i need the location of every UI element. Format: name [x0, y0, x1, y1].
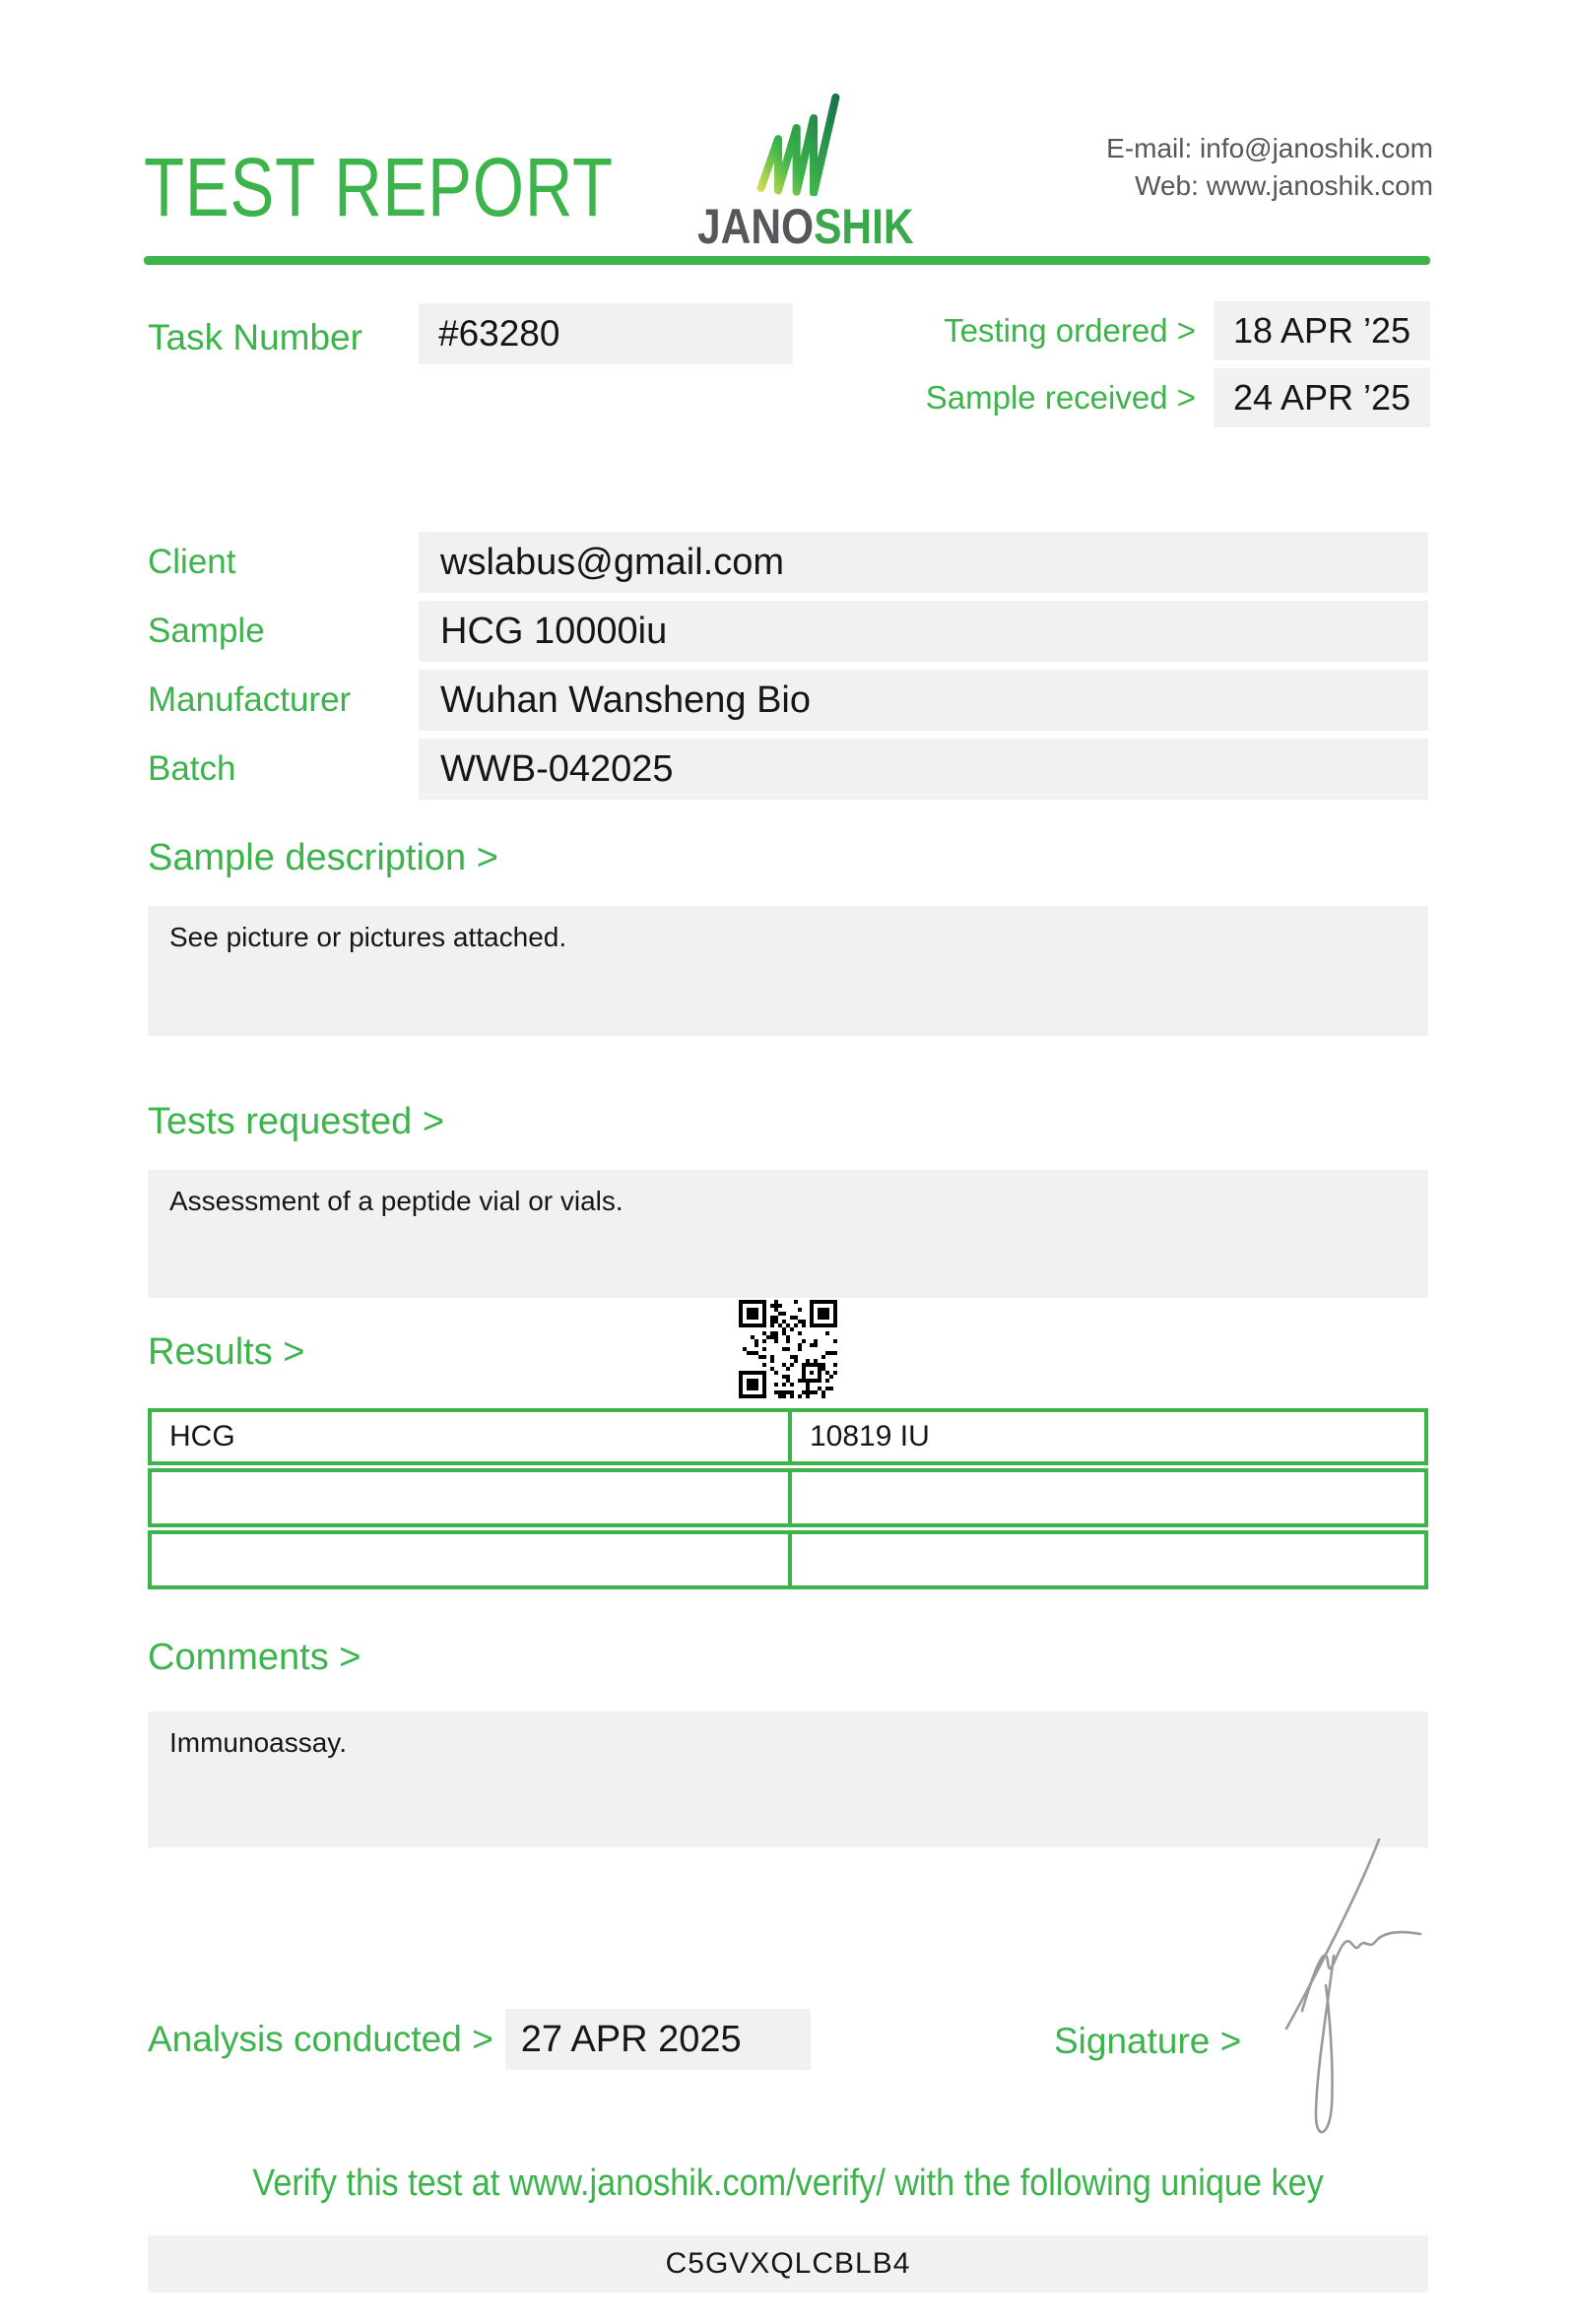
tests-requested-box: Assessment of a peptide vial or vials.	[148, 1170, 1428, 1298]
client-label: Client	[148, 543, 236, 581]
results-heading: Results >	[148, 1331, 305, 1373]
tests-requested-heading: Tests requested >	[148, 1101, 445, 1142]
comments-heading: Comments >	[148, 1637, 361, 1678]
header-divider	[144, 256, 1430, 265]
janoshik-logo	[680, 83, 916, 255]
unique-key-box: C5GVXQLCBLB4	[148, 2235, 1428, 2292]
task-number-value: #63280	[419, 303, 793, 364]
results-table	[148, 1408, 1428, 1592]
batch-label: Batch	[148, 749, 236, 788]
sample-received-label: Sample received >	[925, 379, 1196, 416]
analysis-conducted-row	[148, 2009, 811, 2070]
table-row	[148, 1530, 1428, 1589]
sample-received-date: 24 APR ’25	[1214, 368, 1430, 427]
logo-text-gray: JANO	[697, 199, 815, 254]
sample-value: HCG 10000iu	[419, 601, 1428, 662]
result-value	[788, 1534, 1424, 1585]
logo-text-green: SHIK	[814, 199, 914, 254]
task-number-label: Task Number	[148, 317, 362, 357]
signature-label: Signature >	[1054, 2021, 1242, 2061]
testing-ordered-row	[847, 301, 1430, 360]
table-row	[148, 1468, 1428, 1527]
result-value: 10819 IU	[788, 1412, 1424, 1461]
sample-row	[148, 601, 1428, 662]
result-name	[152, 1472, 788, 1523]
page-title: TEST REPORT	[144, 141, 614, 233]
sample-received-row	[847, 368, 1430, 427]
sample-description-box: See picture or pictures attached.	[148, 906, 1428, 1036]
table-row	[148, 1408, 1428, 1465]
contact-block	[1106, 130, 1433, 205]
comments-box: Immunoassay.	[148, 1711, 1428, 1847]
manufacturer-label: Manufacturer	[148, 680, 352, 719]
qr-code	[739, 1300, 837, 1398]
contact-email: E-mail: info@janoshik.com	[1106, 133, 1433, 163]
analysis-conducted-label: Analysis conducted >	[148, 2019, 493, 2059]
client-value: wslabus@gmail.com	[419, 532, 1428, 593]
batch-value: WWB-042025	[419, 739, 1428, 800]
logo-wordmark	[697, 198, 914, 255]
verify-instruction-text: Verify this test at www.janoshik.com/verify/ with the following unique key	[252, 2163, 1324, 2204]
testing-ordered-label: Testing ordered >	[944, 312, 1196, 349]
verify-instruction	[148, 2163, 1428, 2205]
manufacturer-value: Wuhan Wansheng Bio	[419, 670, 1428, 731]
contact-web: Web: www.janoshik.com	[1135, 170, 1433, 201]
batch-row	[148, 739, 1428, 800]
manufacturer-row	[148, 670, 1428, 731]
result-value	[788, 1472, 1424, 1523]
client-row	[148, 532, 1428, 593]
growth-chart-arrow-icon	[752, 83, 845, 196]
result-name	[152, 1534, 788, 1585]
analysis-conducted-date: 27 APR 2025	[505, 2009, 811, 2070]
sample-description-heading: Sample description >	[148, 837, 498, 878]
result-name: HCG	[169, 1420, 235, 1452]
testing-ordered-date: 18 APR ’25	[1214, 301, 1430, 360]
sample-label: Sample	[148, 612, 265, 650]
signature-image	[1273, 1828, 1430, 2153]
